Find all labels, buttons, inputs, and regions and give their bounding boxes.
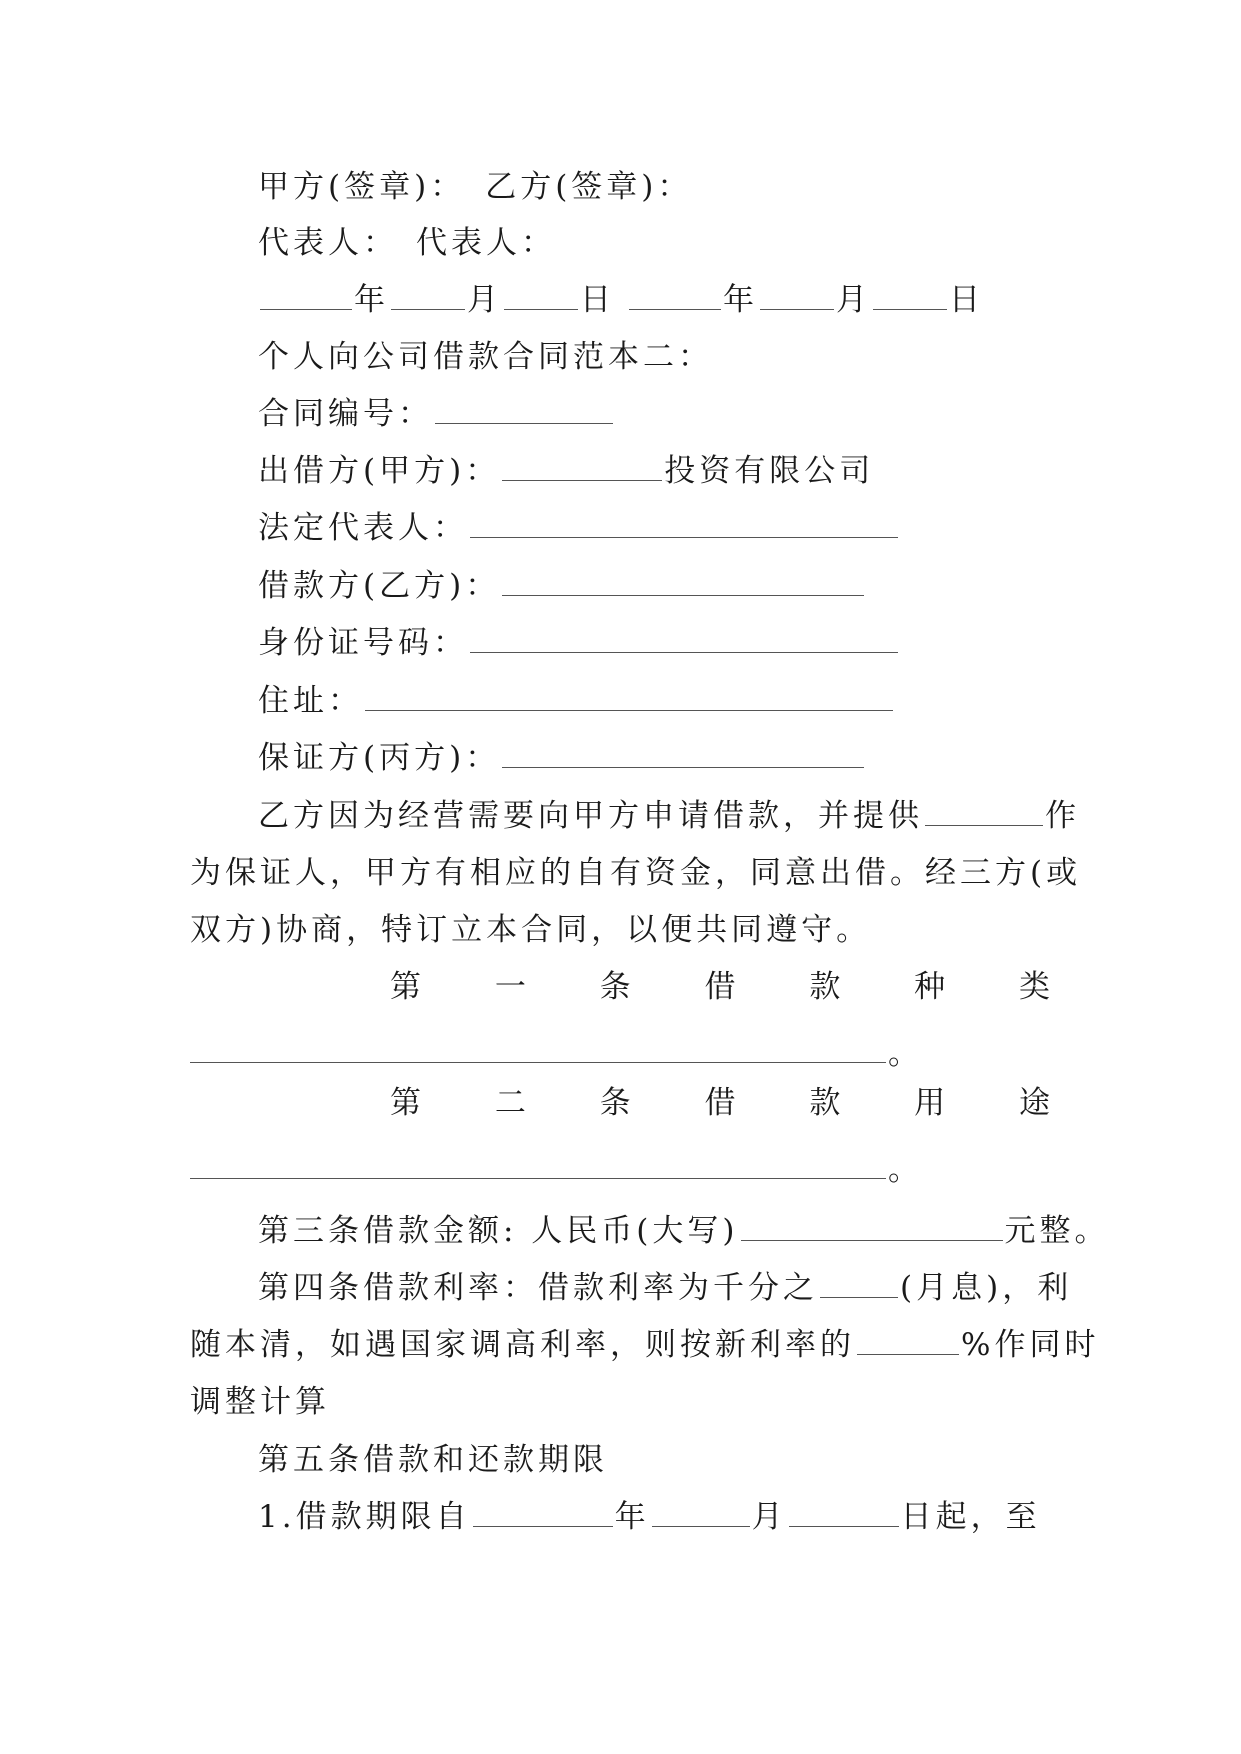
contract-no-blank: [435, 395, 613, 424]
address-label: 住址：: [258, 683, 363, 719]
article-4-line-3: 调整计算: [190, 1384, 330, 1420]
article-2-period: 。: [888, 1152, 919, 1188]
article-4-text-2a: 随本清，如遇国家调高利率，则按新利率的: [190, 1327, 855, 1363]
year-b-blank: [629, 281, 721, 310]
rep-a-label: 代表人：: [258, 225, 398, 261]
article-3-suffix: 元整。: [1004, 1213, 1110, 1249]
id-no-blank: [470, 624, 898, 653]
article-1-blank: [190, 1061, 886, 1063]
lender-label: 出借方(甲方)：: [258, 453, 501, 489]
lender-blank: [502, 452, 662, 481]
year-a-blank: [260, 281, 352, 310]
contract-no-label: 合同编号：: [258, 396, 433, 432]
day-a-blank: [504, 281, 578, 310]
article-5-year-label: 年: [614, 1499, 650, 1535]
lender-row: [258, 451, 874, 491]
day-b-blank: [873, 281, 947, 310]
preamble-line-3: 双方)协商，特订立本合同，以便共同遵守。: [190, 912, 872, 948]
rep-b-label: 代表人：: [416, 225, 556, 261]
article-3-row: [258, 1211, 1110, 1251]
borrower-label: 借款方(乙方)：: [258, 568, 501, 604]
month-a-label: 月: [467, 282, 502, 318]
article-4-text-2b: %作同时: [961, 1327, 1100, 1363]
article-1-char: 类: [1018, 969, 1050, 1005]
month-a-blank: [391, 281, 465, 310]
representative-row: [258, 223, 556, 263]
article-1-char: 款: [809, 969, 841, 1005]
borrower-row: [258, 566, 866, 606]
address-blank: [365, 682, 893, 711]
article-2-char: 用: [914, 1085, 946, 1121]
article-2-blank: [190, 1177, 886, 1179]
legal-rep-blank: [470, 509, 898, 538]
address-row: [258, 681, 895, 721]
article-2-heading: [390, 1083, 1050, 1123]
article-1-char: 借: [704, 969, 736, 1005]
article-1-char: 条: [599, 969, 631, 1005]
contract-no-row: [258, 394, 615, 434]
year-a-label: 年: [354, 282, 389, 318]
year-b-label: 年: [723, 282, 758, 318]
guarantor-blank: [502, 739, 864, 768]
article-1-heading: [390, 967, 1050, 1007]
id-no-label: 身份证号码：: [258, 625, 468, 661]
day-a-label: 日: [580, 282, 615, 318]
date-row: [258, 280, 984, 320]
preamble-line-1: [258, 796, 1080, 836]
article-4-text-1a: 第四条借款利率：借款利率为千分之: [258, 1270, 818, 1306]
article-2-char: 借: [704, 1085, 736, 1121]
article-1-char: 第: [390, 969, 421, 1005]
legal-rep-label: 法定代表人：: [258, 510, 468, 546]
article-2-char: 途: [1018, 1085, 1050, 1121]
article-4-line-2: [190, 1325, 1099, 1365]
lender-suffix: 投资有限公司: [664, 453, 875, 489]
interest-rate-blank: [820, 1269, 898, 1298]
article-4-text-1b: (月息)，利: [900, 1270, 1073, 1306]
article-1-char: 一: [494, 969, 526, 1005]
start-year-blank: [473, 1498, 613, 1527]
article-2-char: 二: [494, 1085, 526, 1121]
article-4-line-1: [258, 1268, 1072, 1308]
article-1-period: 。: [888, 1036, 919, 1072]
contract-title: 个人向公司借款合同范本二：: [258, 339, 713, 375]
article-5-day-label: 日起，至: [900, 1499, 1041, 1535]
article-5-heading: 第五条借款和还款期限: [258, 1442, 608, 1478]
article-5-item-1a: 1.借款期限自: [258, 1499, 471, 1535]
preamble-line-2: 为保证人，甲方有相应的自有资金，同意出借。经三方(或: [190, 855, 1082, 891]
month-b-blank: [760, 281, 834, 310]
new-rate-blank: [857, 1326, 959, 1355]
preamble-text-1b: 作: [1045, 798, 1080, 834]
article-2-char: 第: [390, 1085, 421, 1121]
guarantor-row: [258, 738, 866, 778]
article-5-item-1: [258, 1497, 1041, 1537]
guarantor-label: 保证方(丙方)：: [258, 740, 501, 776]
article-5-month-label: 月: [751, 1499, 787, 1535]
article-2-char: 条: [599, 1085, 631, 1121]
guarantee-blank: [925, 797, 1043, 826]
article-2-char: 款: [809, 1085, 841, 1121]
signature-row: [258, 167, 692, 207]
article-3-prefix: 第三条借款金额: 人民币(大写): [258, 1213, 739, 1249]
borrower-blank: [502, 567, 864, 596]
month-b-label: 月: [836, 282, 871, 318]
amount-blank: [741, 1212, 1003, 1241]
party-a-sign-label: 甲方(签章)：: [258, 169, 466, 205]
start-day-blank: [789, 1498, 899, 1527]
party-b-sign-label: 乙方(签章)：: [485, 169, 693, 205]
preamble-text-1a: 乙方因为经营需要向甲方申请借款，并提供: [258, 798, 923, 834]
day-b-label: 日: [949, 282, 984, 318]
article-1-char: 种: [914, 969, 946, 1005]
start-month-blank: [652, 1498, 750, 1527]
legal-rep-row: [258, 508, 900, 548]
id-no-row: [258, 623, 900, 663]
